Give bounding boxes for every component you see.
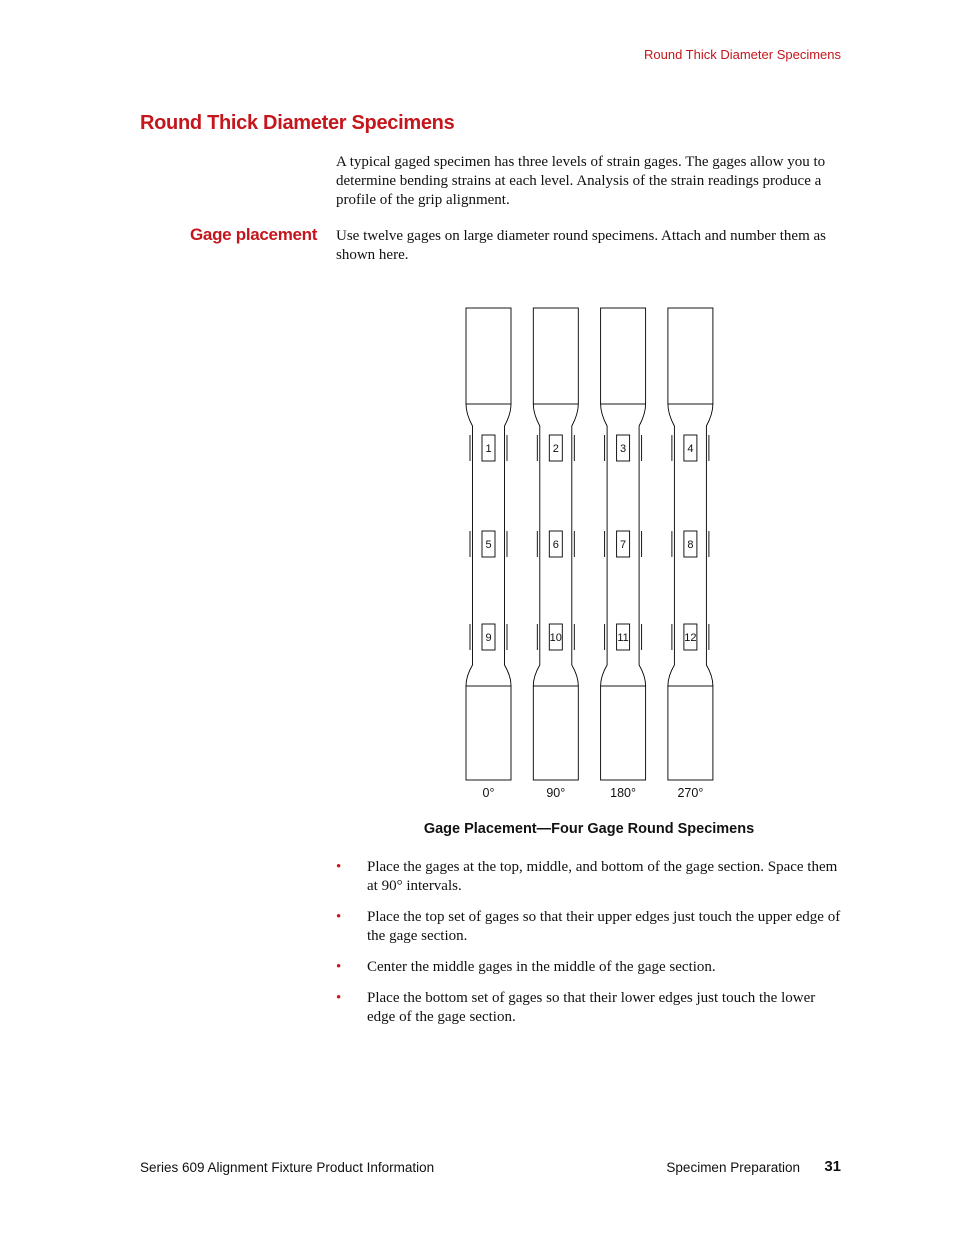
list-item-text: Place the bottom set of gages so that their lower edges just touch the lower edge of the gage section. [367, 990, 816, 1025]
list-item-text: Place the top set of gages so that their upper edges just touch the upper edge of the gage section. [367, 909, 841, 944]
gage-number-label: 12 [684, 632, 697, 644]
specimen [466, 308, 511, 800]
specimen [601, 308, 646, 800]
instruction-list [336, 858, 842, 1039]
angle-label: 270° [677, 786, 704, 800]
gage-number-label: 5 [485, 539, 492, 551]
angle-label: 180° [610, 786, 637, 800]
specimen-bottom-grip [601, 686, 646, 780]
specimen-bottom-grip [466, 686, 511, 780]
gage-number-label: 6 [552, 539, 559, 551]
section-title: Round Thick Diameter Specimens [140, 112, 455, 134]
gage-number-label: 11 [617, 632, 629, 644]
angle-label: 90° [546, 786, 566, 800]
bullet-marker: • [336, 859, 342, 875]
gage-number-label: 8 [687, 539, 694, 551]
list-item [336, 989, 842, 1027]
list-item [336, 908, 842, 946]
page-number: 31 [824, 1158, 841, 1175]
specimen [668, 308, 713, 800]
gage-number-label: 1 [485, 443, 492, 455]
footer-document-title: Series 609 Alignment Fixture Product Information [140, 1160, 435, 1175]
angle-label: 0° [482, 786, 495, 800]
list-item [336, 858, 842, 896]
gage-number-label: 2 [552, 443, 559, 455]
bullet-marker: • [336, 959, 342, 975]
list-item [336, 958, 842, 977]
specimen [533, 308, 578, 800]
subsection-title: Gage placement [190, 225, 318, 244]
gage-number-label: 10 [549, 632, 562, 644]
gage-number-label: 7 [620, 539, 627, 551]
intro-paragraph: A typical gaged specimen has three levels of strain gages. The gages allow you to determine bending strains at each level. Analysis of the strain readings produce a profile of the grip alignment. [336, 154, 826, 208]
gage-number-label: 9 [485, 632, 492, 644]
specimen-bottom-grip [533, 686, 578, 780]
gage-placement-paragraph: Use twelve gages on large diameter round specimens. Attach and number them as shown here. [336, 228, 826, 263]
running-header: Round Thick Diameter Specimens [643, 47, 841, 62]
specimen-top-grip [466, 308, 511, 404]
list-item-text: Center the middle gages in the middle of the gage section. [367, 959, 716, 975]
gage-number-label: 3 [620, 443, 627, 455]
bullet-marker: • [336, 909, 342, 925]
specimen-top-grip [533, 308, 578, 404]
specimen-bottom-grip [668, 686, 713, 780]
gage-number-label: 4 [687, 443, 694, 455]
bullet-marker: • [336, 990, 342, 1006]
footer-chapter-title: Specimen Preparation [666, 1160, 800, 1175]
specimen-top-grip [601, 308, 646, 404]
list-item-text: Place the gages at the top, middle, and bottom of the gage section. Space them at 90° intervals. [367, 859, 838, 894]
figure-caption: Gage Placement—Four Gage Round Specimens [423, 821, 755, 837]
specimen-top-grip [668, 308, 713, 404]
gage-placement-figure [460, 300, 720, 805]
